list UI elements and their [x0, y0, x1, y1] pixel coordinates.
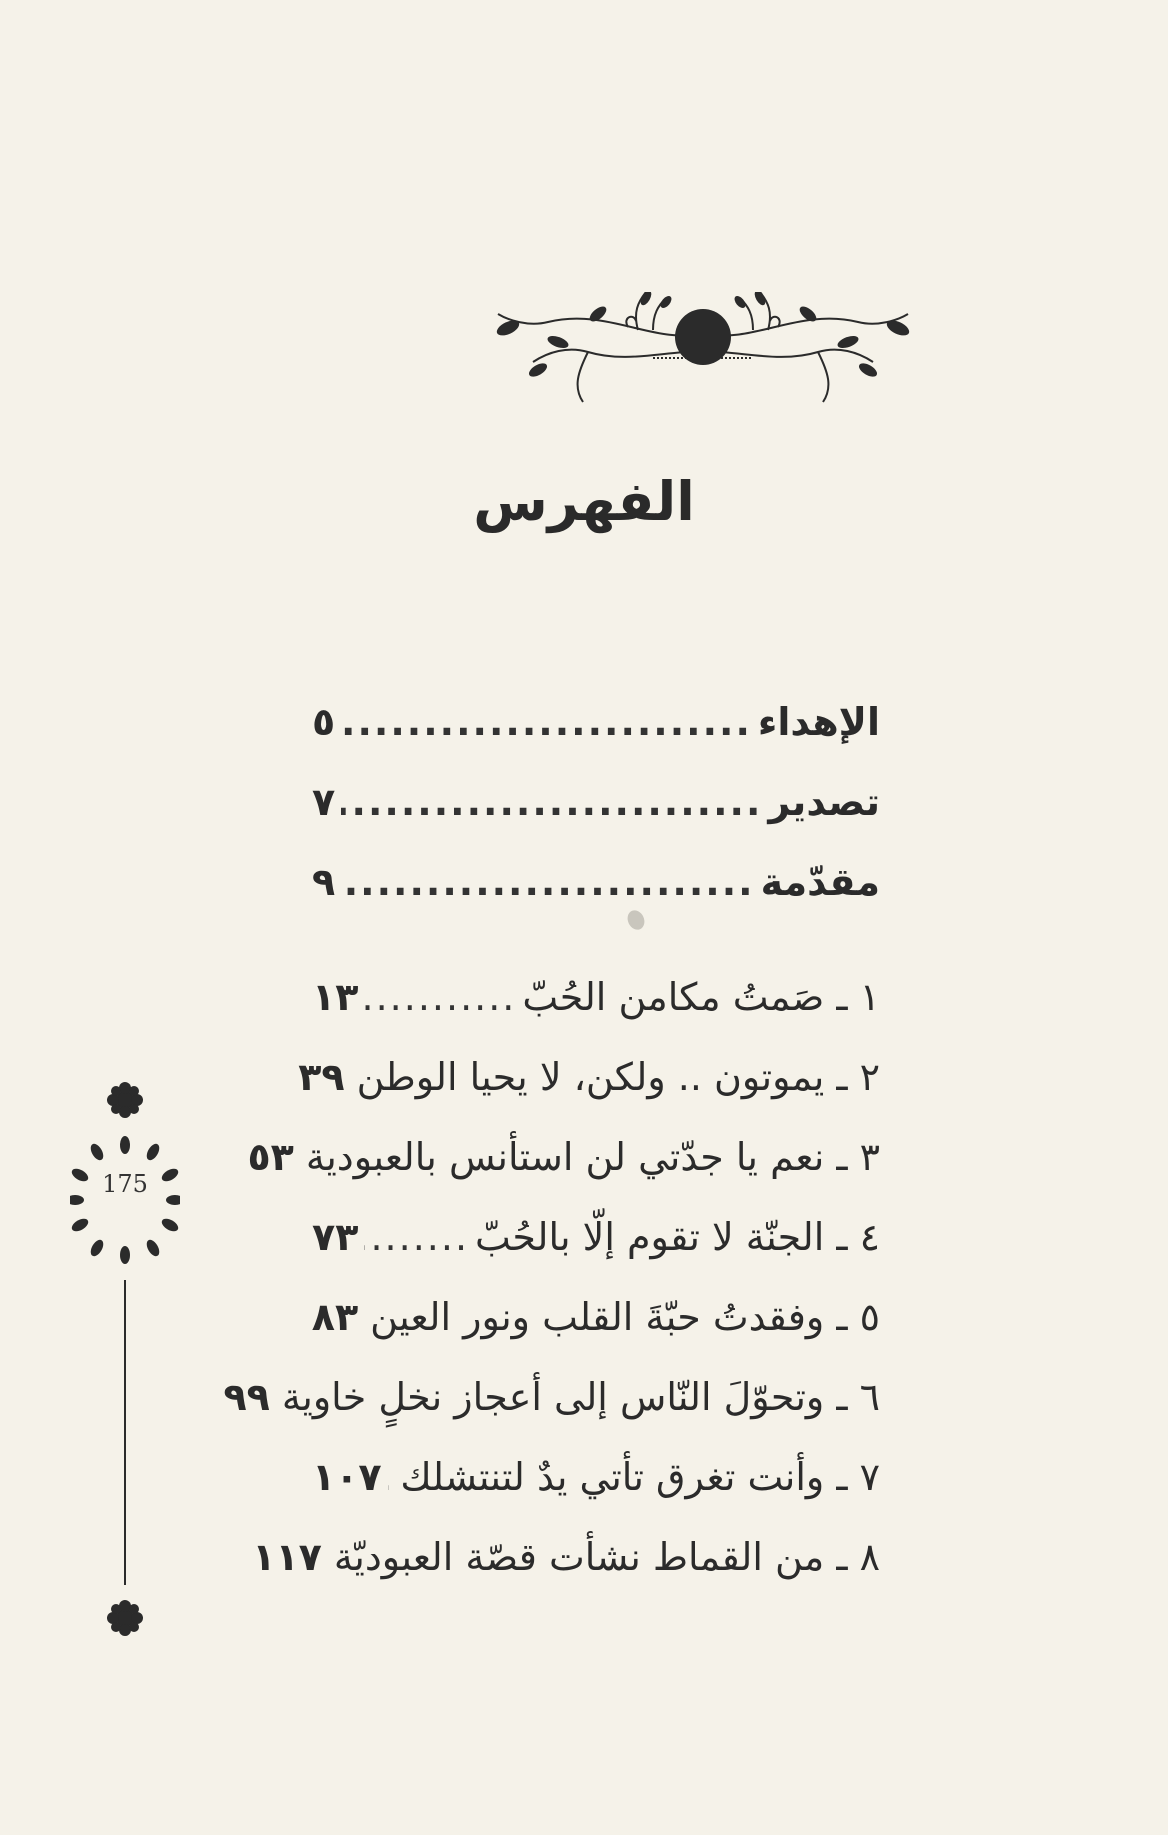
toc-leader-dots: [341, 780, 762, 824]
toc-row: [312, 1455, 880, 1535]
toc-leader-dots: [341, 700, 752, 744]
toc-entry-page: ٧: [312, 780, 336, 824]
toc-entry-label: ٢ ـ يموتون .. ولكن، لا يحيا الوطن: [356, 1055, 880, 1099]
page-title: الفهرس: [473, 470, 695, 533]
toc-entry-label: ٨ ـ من القماط نشأت قصّة العبوديّة: [333, 1535, 880, 1579]
toc-row: [298, 1055, 880, 1135]
toc-chapters: [223, 975, 880, 1615]
toc-entry-label: ٧ ـ وأنت تغرق تأتي يدٌ لتنتشلك: [400, 1455, 880, 1499]
toc-row: [312, 860, 880, 940]
toc-entry-page: ٥: [312, 700, 336, 744]
toc-row: [312, 1215, 880, 1295]
toc-row: [252, 1535, 880, 1615]
toc-entry-label: ٣ ـ نعم يا جدّتي لن استأنس بالعبودية: [305, 1135, 880, 1179]
toc-leader-dots: [364, 1215, 469, 1259]
toc-entry-label: مقدّمة: [760, 860, 880, 904]
floral-ornament-icon: [488, 292, 918, 412]
toc-row: [312, 700, 880, 780]
toc-entry-page: ٣٩: [298, 1055, 345, 1099]
side-flower-decoration-icon: [70, 1080, 180, 1640]
toc-entry-label: تصدير: [768, 780, 880, 824]
toc-entry-page: ٧٣: [312, 1215, 359, 1259]
toc-entry-page: ٩: [312, 860, 336, 904]
toc-entry-page: ٩٩: [223, 1375, 270, 1419]
toc-row: [247, 1135, 880, 1215]
toc-entry-label: ٥ ـ وفقدتُ حبّةَ القلب ونور العين: [370, 1295, 880, 1339]
toc-entry-page: ٥٣: [247, 1135, 294, 1179]
toc-row: [312, 1295, 880, 1375]
page-number: 175: [102, 1170, 148, 1198]
toc-row: [312, 780, 880, 860]
toc-entry-page: ٨٣: [311, 1295, 359, 1339]
toc-row: [312, 975, 880, 1055]
toc-entry-page: ١٠٧: [312, 1455, 382, 1499]
toc-row: [223, 1375, 880, 1455]
toc-entry-page: ١١٧: [252, 1535, 322, 1579]
toc-entry-label: ١ ـ صَمتُ مكامن الحُبّ: [522, 975, 880, 1019]
toc-entry-page: ١٣: [312, 975, 359, 1019]
toc-leader-dots: [388, 1455, 395, 1499]
toc-entry-label: ٤ ـ الجنّة لا تقوم إلّا بالحُبّ: [475, 1215, 880, 1259]
toc-front-matter: [312, 700, 880, 940]
toc-entry-label: الإهداء: [757, 700, 880, 744]
toc-leader-dots: [341, 860, 754, 904]
toc-leader-dots: [364, 975, 516, 1019]
toc-entry-label: ٦ ـ وتحوّلَ النّاس إلى أعجاز نخلٍ خاوية: [281, 1375, 880, 1419]
